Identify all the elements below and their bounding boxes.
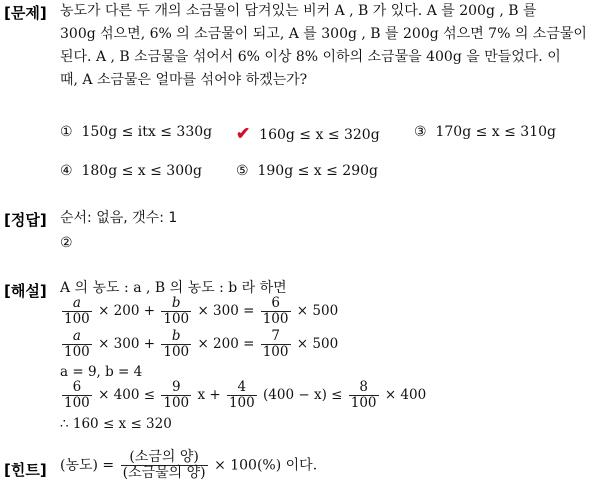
problem-line-4: 때, A 소금물은 얼마를 섞어야 하겠는가? xyxy=(60,72,308,88)
answer-value: ② xyxy=(60,235,73,251)
choice-text: 160g ≤ x ≤ 320g xyxy=(259,127,380,143)
choice-number: ③ xyxy=(414,124,427,140)
choice-3[interactable] xyxy=(414,124,556,140)
hint-label: [힌트] xyxy=(4,461,47,479)
choice-number: ① xyxy=(60,124,73,140)
answer-label: [정답] xyxy=(4,211,47,229)
choice-1[interactable] xyxy=(60,124,212,140)
checkmark-icon: ✔ xyxy=(236,124,251,144)
hint-formula: (농도) = $\frac{\text{(소금의 양)}}{\text{(소금물의 양)}}$ × 100(%) 이다. xyxy=(60,449,318,481)
choice-text: 190g ≤ x ≤ 290g xyxy=(257,163,378,179)
answer-meta: 순서: 없음, 갯수: 1 xyxy=(60,210,178,226)
choice-text: 180g ≤ x ≤ 300g xyxy=(81,163,202,179)
choice-5[interactable] xyxy=(236,163,378,179)
equation-4: $\frac{6}{100}$ × 400 ≤ $\frac{9}{100}$ x + $\frac{4}{100}$ (400 − x) ≤ $\frac{8}{100}$ × 400 xyxy=(64,379,427,411)
equation-5: ∴ 160 ≤ x ≤ 320 xyxy=(60,416,172,432)
choice-number: ⑤ xyxy=(236,163,249,179)
equation-3: a = 9, b = 4 xyxy=(60,364,143,380)
choice-2[interactable] xyxy=(236,124,380,144)
problem-line-3: 된다. A , B 소금물을 섞어서 6% 이상 8% 이하의 소금물을 400g 을 만들었다. 이 xyxy=(60,49,561,65)
solution-intro: A 의 농도 : a , B 의 농도 : b 라 하면 xyxy=(60,280,287,296)
choice-text: 150g ≤ itx ≤ 330g xyxy=(81,124,213,140)
solution-label: [해설] xyxy=(4,282,47,300)
choice-4[interactable] xyxy=(60,163,202,179)
choice-text: 170g ≤ x ≤ 310g xyxy=(435,124,556,140)
problem-line-1: 농도가 다른 두 개의 소금물이 담겨있는 비커 A , B 가 있다. A 를 200g , B 를 xyxy=(60,3,537,19)
choice-number: ④ xyxy=(60,163,73,179)
problem-line-2: 300g 섞으면, 6% 의 소금물이 되고, A 를 300g , B 를 200g 섞으면 7% 의 소금물이 xyxy=(60,26,587,42)
equation-1: $\frac{a}{100}$ × 200 + $\frac{b}{100}$ × 300 = $\frac{6}{100}$ × 500 xyxy=(64,295,339,327)
problem-label: [문제] xyxy=(4,4,47,22)
equation-2: $\frac{a}{100}$ × 300 + $\frac{b}{100}$ × 200 = $\frac{7}{100}$ × 500 xyxy=(64,328,339,360)
